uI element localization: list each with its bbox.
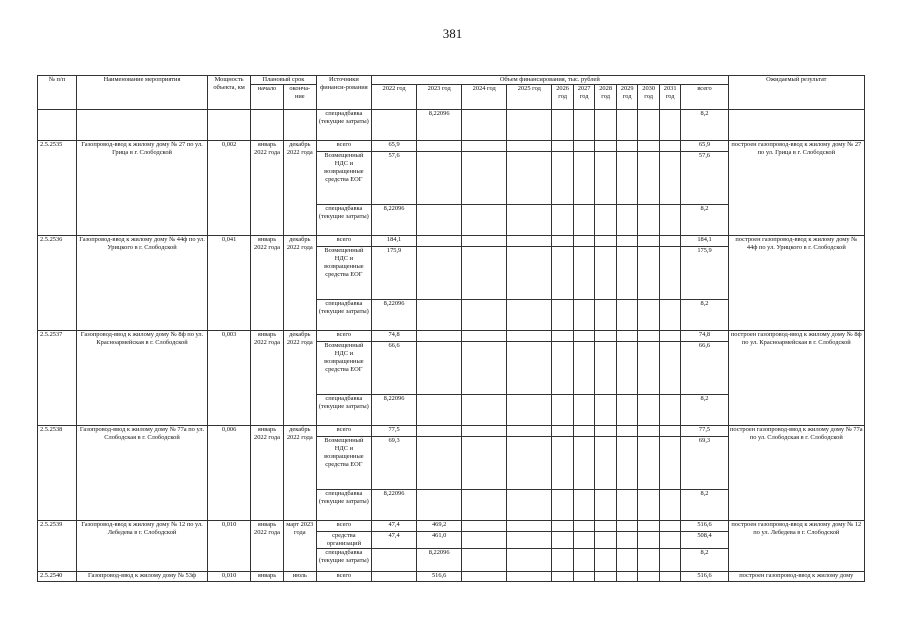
table-cell bbox=[638, 152, 660, 205]
item-name: Газопровод-ввод к жилому дому № 53ф bbox=[76, 572, 207, 582]
table-cell bbox=[659, 236, 681, 247]
item-name: Газопровод-ввод к жилому дому № 27 по ул. Грица в г. Слободской bbox=[76, 141, 207, 236]
table-cell bbox=[616, 572, 638, 582]
item-result: построен газопровод-ввод к жилому дому № 77а по ул. Слободская в г. Слободской bbox=[728, 426, 864, 521]
table-cell bbox=[659, 300, 681, 331]
source-cell: Возмещенный НДС и возвращенные средства ЕОГ bbox=[316, 152, 371, 205]
table-cell bbox=[573, 426, 595, 437]
header-year: 2022 год bbox=[372, 85, 417, 110]
table-cell bbox=[616, 141, 638, 152]
table-cell bbox=[638, 395, 660, 426]
table-cell bbox=[462, 532, 507, 549]
table-cell bbox=[573, 205, 595, 236]
total-cell: 66,6 bbox=[681, 342, 728, 395]
table-cell bbox=[507, 549, 552, 572]
item-start: январь 2022 года bbox=[251, 426, 284, 521]
total-cell: 175,9 bbox=[681, 247, 728, 300]
table-cell bbox=[552, 247, 574, 300]
table-cell bbox=[616, 490, 638, 521]
header-year: 2025 год bbox=[507, 85, 552, 110]
table-cell bbox=[595, 110, 617, 141]
page-number: 381 bbox=[442, 26, 463, 41]
item-end: декабрь 2022 года bbox=[283, 141, 316, 236]
value-cell: 8,22096 bbox=[417, 549, 462, 572]
item-start: январь 2022 года bbox=[251, 521, 284, 572]
source-cell: средства организаций bbox=[316, 532, 371, 549]
header-term: Плановый срок bbox=[251, 76, 317, 85]
table-row bbox=[38, 521, 865, 532]
table-cell bbox=[659, 437, 681, 490]
table-cell bbox=[659, 572, 681, 582]
item-name: Газопровод-ввод к жилому дому № 77а по ул. Слободская в г. Слободской bbox=[76, 426, 207, 521]
header-name: Наименование мероприятия bbox=[76, 76, 207, 110]
value-cell bbox=[417, 490, 462, 521]
item-end: март 2023 года bbox=[283, 521, 316, 572]
total-cell: 77,5 bbox=[681, 426, 728, 437]
table-cell bbox=[507, 426, 552, 437]
table-cell bbox=[507, 572, 552, 582]
table-cell bbox=[462, 141, 507, 152]
table-cell bbox=[372, 110, 417, 141]
table-row bbox=[38, 331, 865, 342]
value-cell: 516,6 bbox=[417, 572, 462, 582]
source-cell: всего bbox=[316, 521, 371, 532]
source-cell: всего bbox=[316, 572, 371, 582]
table-cell bbox=[462, 236, 507, 247]
table-cell bbox=[507, 247, 552, 300]
table-cell bbox=[573, 521, 595, 532]
item-capacity: 0,041 bbox=[208, 236, 251, 331]
table-cell bbox=[507, 490, 552, 521]
table-cell bbox=[462, 521, 507, 532]
table-cell bbox=[573, 247, 595, 300]
table-cell bbox=[595, 395, 617, 426]
table-cell bbox=[552, 300, 574, 331]
value-cell bbox=[417, 152, 462, 205]
table-cell bbox=[552, 426, 574, 437]
table-cell bbox=[573, 532, 595, 549]
table-cell bbox=[552, 110, 574, 141]
item-result: построен газопровод-ввод к жилому дому bbox=[728, 572, 864, 582]
table-cell bbox=[616, 437, 638, 490]
total-cell: 8,2 bbox=[681, 300, 728, 331]
item-end: декабрь 2022 года bbox=[283, 331, 316, 426]
table-cell bbox=[659, 152, 681, 205]
header-end: оконча-ние bbox=[283, 85, 316, 110]
table-cell bbox=[507, 110, 552, 141]
table-cell bbox=[659, 490, 681, 521]
header-year: 2029 год bbox=[616, 85, 638, 110]
table-cell bbox=[595, 549, 617, 572]
table-cell bbox=[462, 395, 507, 426]
value-cell bbox=[417, 395, 462, 426]
table-cell bbox=[595, 572, 617, 582]
table-cell bbox=[595, 437, 617, 490]
item-number: 2.5.2539 bbox=[38, 521, 77, 572]
total-cell: 184,1 bbox=[681, 236, 728, 247]
table-cell bbox=[595, 152, 617, 205]
table-cell bbox=[462, 549, 507, 572]
value-cell: 8,22096 bbox=[372, 300, 417, 331]
table-cell bbox=[638, 532, 660, 549]
item-result: построен газопровод-ввод к жилому дому № 12 по ул. Лебедева в г. Слободской bbox=[728, 521, 864, 572]
item-number: 2.5.2536 bbox=[38, 236, 77, 331]
table-cell bbox=[573, 549, 595, 572]
table-cell bbox=[552, 549, 574, 572]
table-cell bbox=[638, 549, 660, 572]
table-cell bbox=[659, 395, 681, 426]
table-cell bbox=[462, 300, 507, 331]
header-no: № п/п bbox=[38, 76, 77, 110]
value-cell: 47,4 bbox=[372, 532, 417, 549]
table-cell bbox=[595, 342, 617, 395]
item-result: построен газопровод-ввод к жилому дому № 44ф по ул. Урицкого в г. Слободской bbox=[728, 236, 864, 331]
table-cell bbox=[638, 437, 660, 490]
table-cell bbox=[552, 395, 574, 426]
table-cell bbox=[595, 300, 617, 331]
table-cell bbox=[638, 110, 660, 141]
table-cell bbox=[507, 342, 552, 395]
value-cell: 461,0 bbox=[417, 532, 462, 549]
table-cell bbox=[616, 152, 638, 205]
table-cell bbox=[507, 532, 552, 549]
header-finance: Объем финансирования, тыс. рублей bbox=[372, 76, 729, 85]
value-cell bbox=[417, 426, 462, 437]
table-cell bbox=[462, 342, 507, 395]
item-end: июль bbox=[283, 572, 316, 582]
table-cell bbox=[283, 110, 316, 141]
header-year: всего bbox=[681, 85, 728, 110]
table-cell bbox=[638, 490, 660, 521]
item-number: 2.5.2538 bbox=[38, 426, 77, 521]
table-cell bbox=[616, 532, 638, 549]
table-cell bbox=[552, 342, 574, 395]
value-cell: 175,9 bbox=[372, 247, 417, 300]
table-row bbox=[38, 572, 865, 582]
total-cell: 8,2 bbox=[681, 490, 728, 521]
table-cell bbox=[638, 342, 660, 395]
table-cell bbox=[638, 205, 660, 236]
table-cell bbox=[659, 549, 681, 572]
item-start: январь bbox=[251, 572, 284, 582]
table-cell bbox=[462, 426, 507, 437]
table-cell bbox=[616, 300, 638, 331]
total-cell: 516,6 bbox=[681, 521, 728, 532]
table-cell bbox=[462, 490, 507, 521]
table-cell bbox=[638, 236, 660, 247]
table-cell bbox=[595, 521, 617, 532]
header-result: Ожидаемый результат bbox=[728, 76, 864, 110]
value-cell bbox=[372, 549, 417, 572]
table-cell bbox=[552, 521, 574, 532]
table-cell bbox=[552, 532, 574, 549]
source-cell: Возмещенный НДС и возвращенные средства ЕОГ bbox=[316, 342, 371, 395]
source-cell: спецнадбавка (текущие затраты) bbox=[316, 300, 371, 331]
value-cell bbox=[417, 247, 462, 300]
value-cell: 8,22096 bbox=[372, 205, 417, 236]
total-cell: 8,2 bbox=[681, 549, 728, 572]
table-cell bbox=[573, 152, 595, 205]
header-start: начало bbox=[251, 85, 284, 110]
table-cell bbox=[573, 395, 595, 426]
item-capacity: 0,010 bbox=[208, 572, 251, 582]
table-row bbox=[38, 110, 865, 141]
item-number: 2.5.2540 bbox=[38, 572, 77, 582]
value-cell: 65,9 bbox=[372, 141, 417, 152]
item-result: построен газопровод-ввод к жилому дому № 27 по ул. Грица в г. Слободской bbox=[728, 141, 864, 236]
table-cell bbox=[638, 331, 660, 342]
table-cell bbox=[616, 331, 638, 342]
table-cell bbox=[552, 331, 574, 342]
table-cell bbox=[659, 110, 681, 141]
header-capacity: Мощность объекта, км bbox=[208, 76, 251, 110]
table-cell bbox=[573, 490, 595, 521]
header-source: Источники финанси-рования bbox=[316, 76, 371, 110]
table-cell bbox=[638, 426, 660, 437]
item-start: январь 2022 года bbox=[251, 141, 284, 236]
table-cell bbox=[552, 141, 574, 152]
source-cell: спецнадбавка (текущие затраты) bbox=[316, 205, 371, 236]
item-end: декабрь 2022 года bbox=[283, 426, 316, 521]
table-cell bbox=[638, 141, 660, 152]
header-year: 2030 год bbox=[638, 85, 660, 110]
table-cell bbox=[595, 205, 617, 236]
table-cell bbox=[616, 342, 638, 395]
item-start: январь 2022 года bbox=[251, 236, 284, 331]
table-cell bbox=[507, 331, 552, 342]
table-cell bbox=[659, 521, 681, 532]
item-capacity: 0,010 bbox=[208, 521, 251, 572]
table-cell bbox=[595, 426, 617, 437]
table-cell bbox=[659, 205, 681, 236]
total-cell: 57,6 bbox=[681, 152, 728, 205]
table-cell bbox=[573, 110, 595, 141]
item-name: Газопровод-ввод к жилому дому № 12 по ул. Лебедева в г. Слободской bbox=[76, 521, 207, 572]
source-cell: спецнадбавка (текущие затраты) bbox=[316, 549, 371, 572]
header-year: 2024 год bbox=[462, 85, 507, 110]
table-cell bbox=[462, 437, 507, 490]
table-cell bbox=[616, 395, 638, 426]
source-cell: Возмещенный НДС и возвращенные средства ЕОГ bbox=[316, 247, 371, 300]
table-cell bbox=[659, 426, 681, 437]
table-cell bbox=[573, 141, 595, 152]
table-cell bbox=[595, 141, 617, 152]
table-cell bbox=[573, 236, 595, 247]
table-cell bbox=[208, 110, 251, 141]
header-year: 2026 год bbox=[552, 85, 574, 110]
item-result: построен газопровод-ввод к жилому дому № 8ф по ул. Красноармейская в г. Слободской bbox=[728, 331, 864, 426]
table-cell bbox=[616, 549, 638, 572]
table-cell bbox=[462, 152, 507, 205]
table-cell bbox=[616, 521, 638, 532]
table-cell bbox=[659, 141, 681, 152]
value-cell: 74,8 bbox=[372, 331, 417, 342]
table-cell bbox=[76, 110, 207, 141]
value-cell: 77,5 bbox=[372, 426, 417, 437]
table-cell bbox=[507, 141, 552, 152]
table-cell bbox=[616, 247, 638, 300]
financing-table bbox=[37, 75, 865, 582]
value-cell: 8,22096 bbox=[417, 110, 462, 141]
table-cell bbox=[616, 426, 638, 437]
table-cell bbox=[507, 152, 552, 205]
table-cell bbox=[462, 205, 507, 236]
table-cell bbox=[595, 247, 617, 300]
table-cell bbox=[638, 247, 660, 300]
table-cell bbox=[507, 437, 552, 490]
table-cell bbox=[552, 490, 574, 521]
table-cell bbox=[573, 331, 595, 342]
table-cell bbox=[507, 236, 552, 247]
table-cell bbox=[573, 572, 595, 582]
source-cell: всего bbox=[316, 426, 371, 437]
source-cell: спецнадбавка (текущие затраты) bbox=[316, 395, 371, 426]
source-cell: Возмещенный НДС и возвращенные средства ЕОГ bbox=[316, 437, 371, 490]
item-name: Газопровод-ввод к жилому дому № 44ф по ул. Урицкого в г. Слободской bbox=[76, 236, 207, 331]
item-number: 2.5.2537 bbox=[38, 331, 77, 426]
item-capacity: 0,002 bbox=[208, 141, 251, 236]
value-cell bbox=[417, 141, 462, 152]
total-cell: 8,2 bbox=[681, 205, 728, 236]
table-cell bbox=[616, 205, 638, 236]
total-cell: 508,4 bbox=[681, 532, 728, 549]
table-cell bbox=[573, 300, 595, 331]
value-cell: 66,6 bbox=[372, 342, 417, 395]
table-cell bbox=[595, 331, 617, 342]
item-start: январь 2022 года bbox=[251, 331, 284, 426]
table-cell bbox=[638, 300, 660, 331]
table-cell bbox=[616, 236, 638, 247]
item-capacity: 0,006 bbox=[208, 426, 251, 521]
value-cell: 47,4 bbox=[372, 521, 417, 532]
table-cell bbox=[507, 205, 552, 236]
table-cell bbox=[462, 247, 507, 300]
table-cell bbox=[638, 521, 660, 532]
table-cell bbox=[595, 532, 617, 549]
source-cell: всего bbox=[316, 331, 371, 342]
table-cell bbox=[573, 342, 595, 395]
value-cell: 469,2 bbox=[417, 521, 462, 532]
header-year: 2027 год bbox=[573, 85, 595, 110]
value-cell bbox=[417, 205, 462, 236]
value-cell bbox=[417, 437, 462, 490]
item-capacity: 0,003 bbox=[208, 331, 251, 426]
header-year: 2023 год bbox=[417, 85, 462, 110]
table-cell bbox=[659, 331, 681, 342]
total-cell: 69,3 bbox=[681, 437, 728, 490]
value-cell: 184,1 bbox=[372, 236, 417, 247]
table-row bbox=[38, 426, 865, 437]
item-end: декабрь 2022 года bbox=[283, 236, 316, 331]
total-cell: 65,9 bbox=[681, 141, 728, 152]
table-cell bbox=[462, 110, 507, 141]
value-cell: 57,6 bbox=[372, 152, 417, 205]
table-cell bbox=[251, 110, 284, 141]
table-cell bbox=[638, 572, 660, 582]
table-cell bbox=[552, 152, 574, 205]
table-cell bbox=[462, 572, 507, 582]
table-row bbox=[38, 236, 865, 247]
table-cell bbox=[659, 247, 681, 300]
table-cell bbox=[595, 490, 617, 521]
table-cell bbox=[507, 300, 552, 331]
value-cell: 69,3 bbox=[372, 437, 417, 490]
value-cell bbox=[417, 331, 462, 342]
table-cell bbox=[659, 532, 681, 549]
table-cell bbox=[552, 205, 574, 236]
total-cell: 516,6 bbox=[681, 572, 728, 582]
value-cell: 8,22096 bbox=[372, 490, 417, 521]
table-cell bbox=[659, 342, 681, 395]
table-cell bbox=[372, 572, 417, 582]
table-cell bbox=[573, 437, 595, 490]
value-cell bbox=[417, 236, 462, 247]
item-name: Газопровод-ввод к жилому дому № 8ф по ул. Красноармейская в г. Слободской bbox=[76, 331, 207, 426]
source-cell: спецнадбавка (текущие затраты) bbox=[316, 110, 371, 141]
table-cell bbox=[728, 110, 864, 141]
value-cell bbox=[417, 300, 462, 331]
value-cell: 8,22096 bbox=[372, 395, 417, 426]
source-cell: всего bbox=[316, 236, 371, 247]
source-cell: всего bbox=[316, 141, 371, 152]
header-year: 2031 год bbox=[659, 85, 681, 110]
header-year: 2028 год bbox=[595, 85, 617, 110]
table-cell bbox=[616, 110, 638, 141]
total-cell: 8,2 bbox=[681, 395, 728, 426]
table-cell bbox=[507, 521, 552, 532]
table-cell bbox=[552, 572, 574, 582]
source-cell: спецнадбавка (текущие затраты) bbox=[316, 490, 371, 521]
table-cell bbox=[595, 236, 617, 247]
table-cell bbox=[38, 110, 77, 141]
table-cell bbox=[507, 395, 552, 426]
total-cell: 8,2 bbox=[681, 110, 728, 141]
value-cell bbox=[417, 342, 462, 395]
item-number: 2.5.2535 bbox=[38, 141, 77, 236]
table-cell bbox=[552, 437, 574, 490]
total-cell: 74,8 bbox=[681, 331, 728, 342]
table-cell bbox=[462, 331, 507, 342]
table-cell bbox=[552, 236, 574, 247]
table-row bbox=[38, 141, 865, 152]
